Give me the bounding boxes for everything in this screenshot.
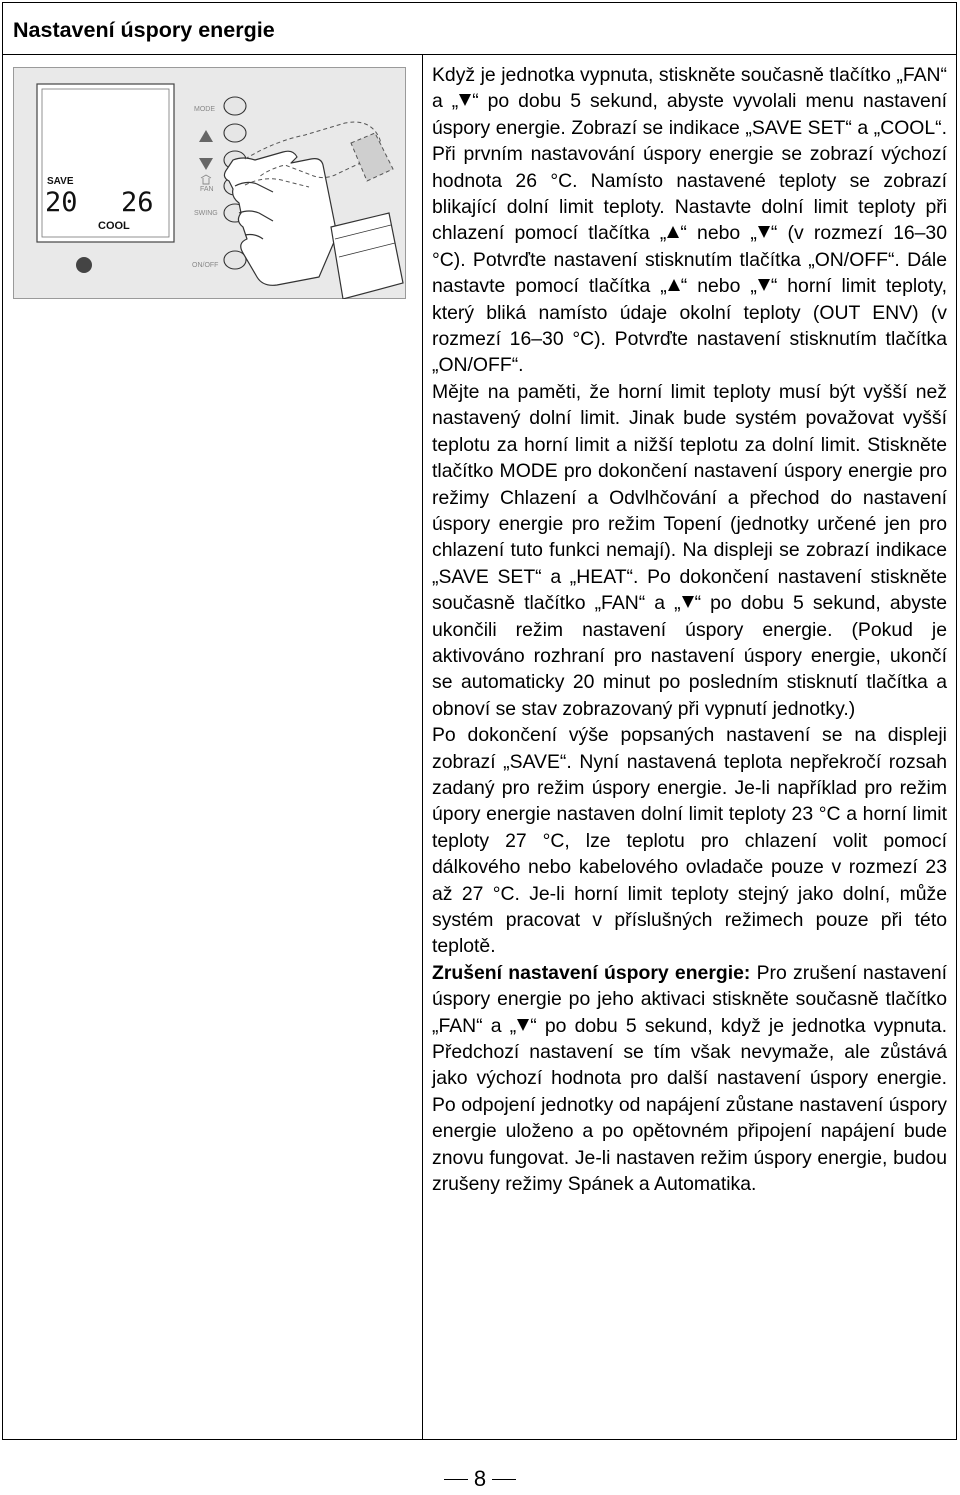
footer-dash-right	[492, 1479, 516, 1480]
paragraph-text: Po dokončení výše popsaných nastavení se na displeji zobrazí „SAVE“. Nyní nastavená teplota nepřekročí rozsah zadaný pro režim úspory energie. Je-li například pro režim úpory energie nastaven dolní limit teploty 23 °C a horní limit teploty 27 °C, lze teplotu pro chlazení volit pomocí dálkového nebo kabelového ovladače pouze v rozmezí 23 až 27 °C. Je-li horní limit teploty stejný jako dolní, může systém pracovat v příslušných režimech pouze při této teplotě.	[432, 724, 947, 958]
section-header	[3, 3, 956, 55]
section-title: Nastavení úspory energie	[13, 18, 275, 42]
up-arrow-icon	[667, 226, 679, 238]
page-number: 8	[473, 1466, 487, 1491]
controller-illustration	[13, 67, 406, 299]
paragraph-text: “ po dobu 5 sekund, abyste ukončili režim nastavení úspory energie. (Pokud je aktivováno rozhraní pro nastavení úspory energie, ukončí se automaticky 20 minut po posledním stisknutí tlačítka a obnoví se stav zobrazovaný při vypnutí jednotky.)	[432, 592, 947, 720]
down-arrow-icon	[758, 226, 770, 238]
paragraph-text: “ (v rozmezí 16–30 °C). Potvrďte nastavení stisknutím tlačítka „ON/OFF“. Dále nastavte pomocí tlačítka „	[432, 222, 948, 298]
up-arrow-icon	[668, 279, 680, 291]
paragraph-heading: Zrušení nastavení úspory energie:	[432, 961, 751, 984]
lcd-panel	[37, 84, 174, 242]
onoff-button-label: ON/OFF	[192, 262, 219, 269]
paragraph-text: “ po dobu 5 sekund, když je jednotka vypnuta. Předchozí nastavení se tím však nevymaže, ale zůstává jako výchozí hodnota pro další nastavení úspory energie. Po odpojení jednotky od napájení zůstane nastavení úspory energie uloženo a po opětovném připojení napájení bude znovu fungovat. Je-li nastaven režim úspory energie, budou zrušeny režimy Spánek a Automatika.	[432, 1014, 947, 1196]
paragraph-text: Mějte na paměti, že horní limit teploty musí být vyšší než nastavený dolní limit. Jinak bude systém považovat vyšší teplotu za horní limit a nižší teplotu za dolní limit. Stiskněte tlačítko MODE pro dokončení nastavení úspory energie pro režimy Chlazení a Odvlhčování a přechod do nastavení úspory energie pro režim Topení (jednotky určené jen pro chlazení tuto funkci nemají). Na displeji se zobrazí indikace „SAVE SET“ a „HEAT“. Po dokončení nastavení stiskněte současně tlačítko „FAN“ a „	[432, 380, 947, 615]
lcd-temp-left: 20	[45, 187, 78, 218]
paragraph-text: “ po dobu 5 sekund, abyste vyvolali menu nastavení úspory energie. Zobrazí se indikace „SAVE SET“ a „COOL“. Při prvním nastavování úspory energie se zobrazí výchozí hodnota 26 °C. Namísto nastavené teploty se zobrazí blikající dolní limit teploty. Nastavte dolní limit teploty při chlazení pomocí tlačítka „	[432, 90, 947, 245]
up-button	[224, 124, 246, 142]
mode-button	[224, 97, 246, 115]
down-arrow-icon	[758, 279, 770, 291]
page-footer	[0, 1466, 960, 1492]
onoff-button	[224, 251, 246, 269]
down-arrow-icon	[459, 94, 471, 106]
down-arrow-icon	[517, 1019, 529, 1031]
lcd-mode-label: COOL	[98, 220, 130, 232]
instruction-paragraph	[432, 722, 947, 960]
lcd-temp-right: 26	[121, 187, 154, 218]
instruction-paragraph	[432, 62, 947, 379]
footer-dash-left	[444, 1479, 468, 1480]
lcd-save-label: SAVE	[47, 176, 74, 187]
column-divider	[422, 55, 423, 1439]
paragraph-text: “ horní limit teploty, který bliká namísto údaje okolní teploty (OUT ENV) (v rozmezí 16–30 °C). Potvrďte nastavení stisknutím tlačítka „ON/OFF“.	[432, 275, 947, 377]
swing-button-label: SWING	[194, 210, 218, 217]
down-arrow-icon	[682, 596, 694, 608]
power-indicator	[76, 257, 92, 273]
instructions-column	[432, 62, 947, 1197]
instruction-paragraph	[432, 379, 947, 722]
paragraph-text: “ nebo „	[680, 222, 757, 245]
mode-button-label: MODE	[194, 106, 215, 113]
fan-button-label: FAN	[200, 186, 214, 193]
paragraph-text: Pro zrušení nastavení úspory energie po jeho aktivaci stiskněte současně tlačítko „FAN“ a „	[432, 961, 947, 1037]
paragraph-text: “ nebo „	[680, 275, 757, 298]
instruction-paragraph	[432, 960, 947, 1198]
paragraph-text: Když je jednotka vypnuta, stiskněte současně tlačítko „FAN“ a „	[432, 64, 947, 113]
